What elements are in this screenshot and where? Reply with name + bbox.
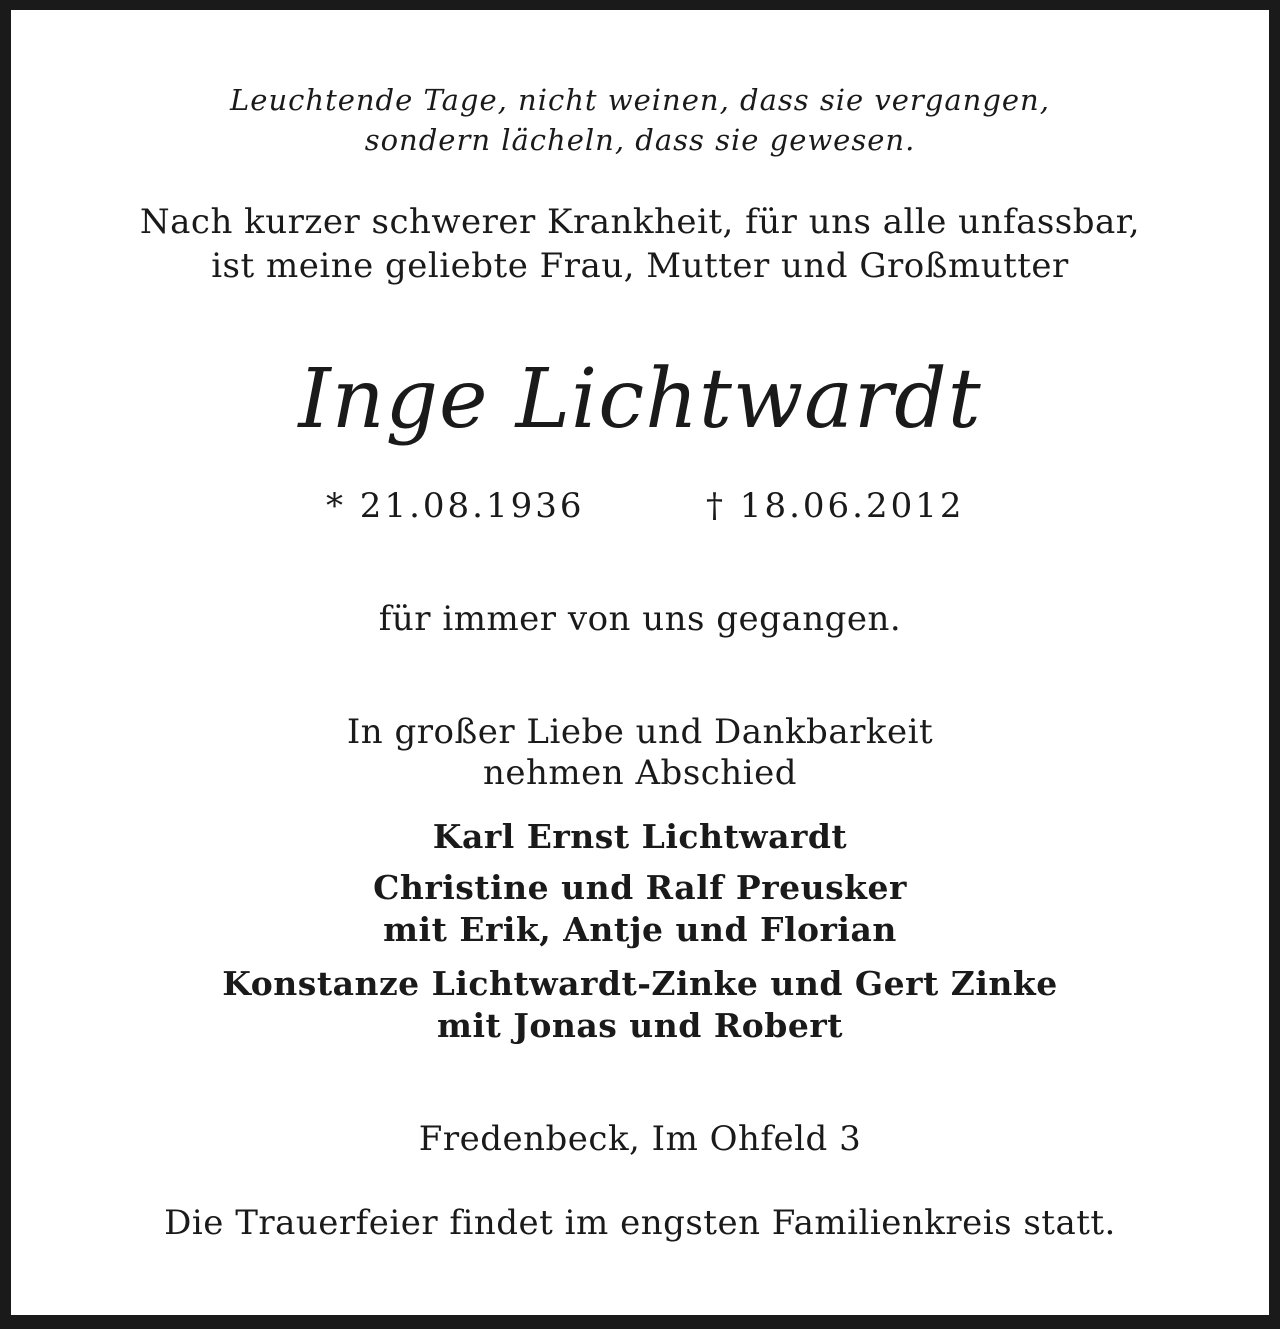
- birth-date: * 21.08.1936: [326, 486, 585, 526]
- intro-line-1: Nach kurzer schwerer Krankheit, für uns alle unfassbar,: [139, 202, 1141, 242]
- mourner-line-1: Karl Ernst Lichtwardt: [432, 817, 848, 856]
- mourner-line-3: mit Erik, Antje und Florian: [383, 910, 897, 949]
- deceased-name: Inge Lichtwardt: [298, 352, 982, 447]
- life-dates: [0, 484, 1280, 528]
- farewell-line-2: nehmen Abschied: [483, 753, 797, 793]
- motto-line-1: Leuchtende Tage, nicht weinen, dass sie vergangen,: [230, 83, 1050, 117]
- mourner-line-5: mit Jonas und Robert: [437, 1006, 843, 1045]
- death-date: † 18.06.2012: [706, 486, 965, 526]
- mourner-line-2: Christine und Ralf Preusker: [373, 868, 907, 907]
- motto-line-2: sondern lächeln, dass sie gewesen.: [364, 123, 916, 157]
- funeral-note: Die Trauerfeier findet im engsten Familienkreis statt.: [164, 1203, 1116, 1243]
- address: Fredenbeck, Im Ohfeld 3: [418, 1119, 862, 1159]
- mourner-line-4: Konstanze Lichtwardt-Zinke und Gert Zinke: [222, 964, 1058, 1003]
- intro-line-2: ist meine geliebte Frau, Mutter und Großmutter: [211, 246, 1069, 286]
- farewell-line-1: In großer Liebe und Dankbarkeit: [346, 712, 934, 752]
- passed-text: für immer von uns gegangen.: [378, 599, 902, 639]
